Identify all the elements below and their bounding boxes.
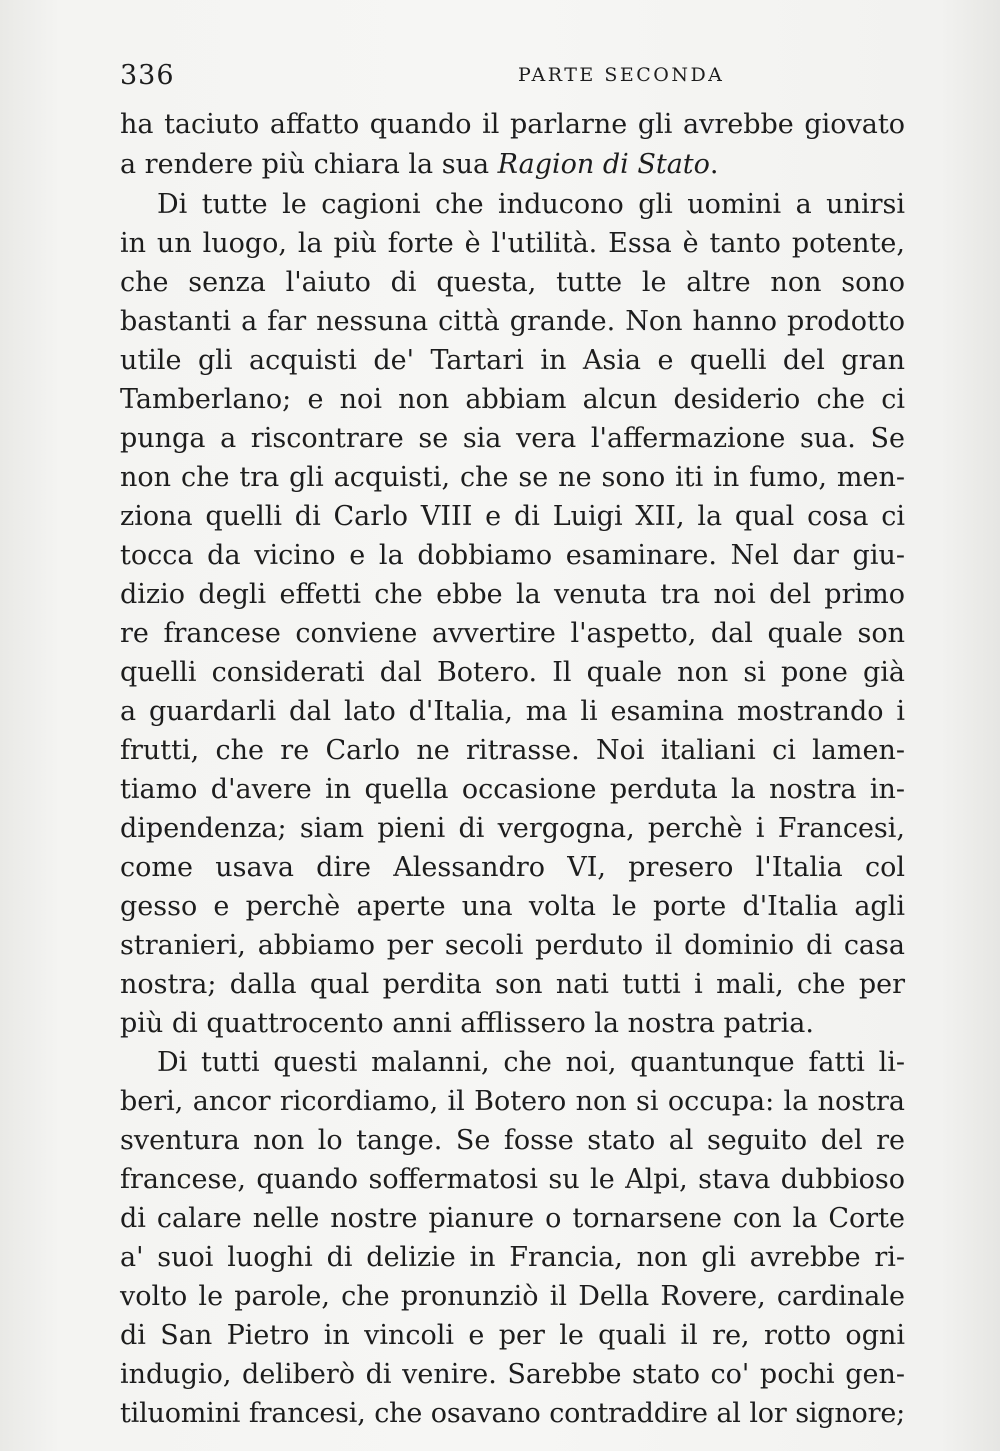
text-line: tiamo d'avere in quella occasione perduta la nostra in- [120, 774, 905, 805]
text-line: tocca da vicino e la dobbiamo esaminare. Nel dar giu- [120, 540, 905, 571]
text-line: dipendenza; siam pieni di vergogna, perchè i Francesi, [120, 813, 905, 844]
text-line: stranieri, abbiamo per secoli perduto il dominio di casa [120, 930, 905, 961]
text-line [120, 148, 905, 182]
text-line: indugio, deliberò di venire. Sarebbe stato co' pochi gen- [120, 1359, 905, 1390]
text-line: beri, ancor ricordiamo, il Botero non si occupa: la nostra [120, 1086, 905, 1117]
text-line: a' suoi luoghi di delizie in Francia, non gli avrebbe ri- [120, 1242, 905, 1273]
text-line: tiluomini francesi, che osavano contraddire al lor signore; [120, 1398, 905, 1429]
text-line: ziona quelli di Carlo VIII e di Luigi XII, la qual cosa ci [120, 501, 905, 532]
text-line: utile gli acquisti de' Tartari in Asia e quelli del gran [120, 345, 905, 376]
page-number: 336 [120, 60, 175, 91]
text-line: francese, quando soffermatosi su le Alpi, stava dubbioso [120, 1164, 905, 1195]
text-line: a guardarli dal lato d'Italia, ma li esamina mostrando i [120, 696, 905, 727]
text-line: nostra; dalla qual perdita son nati tutti i mali, che per [120, 969, 905, 1000]
text-line: di San Pietro in vincoli e per le quali il re, rotto ogni [120, 1320, 905, 1351]
text-line: frutti, che re Carlo ne ritrasse. Noi italiani ci lamen- [120, 735, 905, 766]
page-header [120, 60, 905, 94]
text-line: dizio degli effetti che ebbe la venuta tra noi del primo [120, 579, 905, 610]
text-line: gesso e perchè aperte una volta le porte d'Italia agli [120, 891, 905, 922]
text-line-part: . [709, 149, 719, 180]
paragraph-start-line: Di tutti questi malanni, che noi, quantunque fatti li- [157, 1047, 905, 1078]
paragraph-start-line: Di tutte le cagioni che inducono gli uomini a unirsi [157, 189, 905, 220]
text-line: più di quattrocento anni afflissero la nostra patria. [120, 1008, 814, 1039]
text-line: che senza l'aiuto di questa, tutte le altre non sono [120, 267, 905, 298]
text-line: re francese conviene avvertire l'aspetto, dal quale son [120, 618, 905, 649]
text-line: ha taciuto affatto quando il parlarne gli avrebbe giovato [120, 109, 905, 140]
text-line: sventura non lo tange. Se fosse stato al seguito del re [120, 1125, 905, 1156]
text-line: come usava dire Alessandro VI, presero l'Italia col [120, 852, 905, 883]
text-line: quelli considerati dal Botero. Il quale non si pone già [120, 657, 905, 688]
text-line: volto le parole, che pronunziò il Della Rovere, cardinale [120, 1281, 905, 1312]
text-line: Tamberlano; e noi non abbiam alcun desiderio che ci [120, 384, 905, 415]
running-head: PARTE SECONDA [518, 64, 725, 86]
text-line: punga a riscontrare se sia vera l'affermazione sua. Se [120, 423, 905, 454]
text-line: bastanti a far nessuna città grande. Non hanno prodotto [120, 306, 905, 337]
text-line: non che tra gli acquisti, che se ne sono iti in fumo, men- [120, 462, 905, 493]
text-line-part: a rendere più chiara la sua [120, 149, 498, 180]
book-title-italic: Ragion di Stato [497, 149, 710, 180]
text-line: in un luogo, la più forte è l'utilità. Essa è tanto potente, [120, 228, 905, 259]
text-line: di calare nelle nostre pianure o tornarsene con la Corte [120, 1203, 905, 1234]
